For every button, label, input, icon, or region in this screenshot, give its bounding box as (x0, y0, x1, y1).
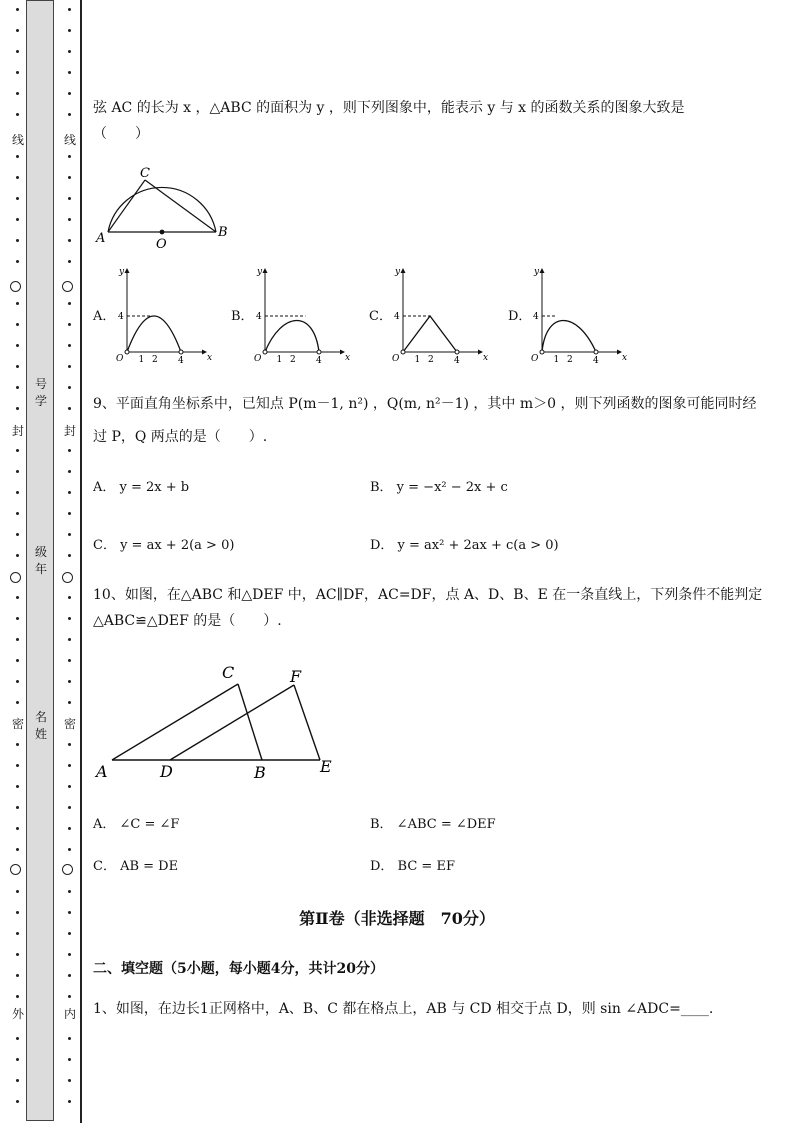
margin-dot (16, 92, 19, 95)
margin-dot (16, 386, 19, 389)
svg-text:2: 2 (567, 355, 573, 365)
student-info-band (26, 0, 54, 1121)
margin-dot (68, 92, 71, 95)
q8-option-c: C． (369, 309, 392, 324)
margin-dot (16, 155, 19, 158)
margin-dot (16, 848, 19, 851)
svg-text:4: 4 (316, 356, 322, 366)
margin-dot (16, 806, 19, 809)
margin-dot (16, 302, 19, 305)
svg-text:y: y (534, 267, 540, 277)
svg-text:4: 4 (178, 356, 184, 366)
margin-dot (16, 344, 19, 347)
svg-text:1: 1 (553, 355, 560, 365)
field-char: 姓 (34, 727, 47, 741)
margin-mark: 外 (11, 1007, 24, 1021)
margin-dot (68, 449, 71, 452)
q10-text-line2: △ABC≌△DEF 的是（ ）. (93, 613, 282, 629)
margin-dot (68, 764, 71, 767)
q8-option-b: B． (231, 309, 254, 324)
q9-option-d: D． y = ax² + 2ax + c(a > 0) (370, 538, 559, 553)
margin-dot (68, 29, 71, 32)
q8-text-line1: 弦 AC 的长为 x ，△ABC 的面积为 y ，则下列图象中，能表示 y 与 x 的函数关系的图象大致是 (93, 100, 685, 116)
section-2-title: 第Ⅱ卷（非选择题 70分） (299, 909, 495, 928)
margin-circle (62, 864, 73, 875)
margin-border-line (80, 0, 82, 1123)
q9-text-line2: 过 P，Q 两点的是（ ）. (93, 429, 268, 445)
margin-dot (68, 596, 71, 599)
svg-text:y: y (119, 267, 125, 277)
margin-mark: 密 (63, 717, 76, 731)
margin-dot (68, 848, 71, 851)
field-class (27, 544, 55, 578)
margin-dot (16, 827, 19, 830)
margin-mark: 线 (63, 133, 76, 147)
margin-dot (68, 407, 71, 410)
margin-dot (68, 974, 71, 977)
margin-mark: 封 (63, 424, 76, 438)
q10-label-A: A (96, 762, 108, 781)
svg-text:4: 4 (256, 312, 262, 322)
svg-text:O: O (392, 354, 400, 364)
margin-dot (16, 71, 19, 74)
margin-dot (16, 890, 19, 893)
margin-dot (68, 806, 71, 809)
q10-option-c: C． AB = DE (93, 859, 179, 874)
margin-dot (68, 533, 71, 536)
margin-dot (68, 470, 71, 473)
svg-text:4: 4 (533, 312, 539, 322)
margin-dot (16, 8, 19, 11)
margin-dot (16, 449, 19, 452)
svg-text:2: 2 (290, 355, 296, 365)
q8-text-line2: （ ） (93, 126, 149, 142)
q9-option-c: C． y = ax + 2(a > 0) (93, 538, 235, 553)
margin-dot (16, 50, 19, 53)
margin-dot (68, 1079, 71, 1082)
margin-dot (16, 407, 19, 410)
margin-dot (16, 29, 19, 32)
svg-text:1: 1 (414, 355, 421, 365)
q10-label-E: E (320, 757, 332, 776)
margin-mark: 内 (63, 1007, 76, 1021)
margin-dot (68, 71, 71, 74)
margin-dot (68, 365, 71, 368)
svg-text:2: 2 (152, 355, 158, 365)
q9-option-b: B． y = −x² − 2x + c (370, 480, 508, 495)
margin-dot (68, 1058, 71, 1061)
svg-text:4: 4 (593, 356, 599, 366)
margin-dot (68, 344, 71, 347)
margin-dot (16, 197, 19, 200)
margin-dot (68, 953, 71, 956)
margin-dot (68, 659, 71, 662)
svg-text:O: O (531, 354, 539, 364)
q10-label-C: C (222, 663, 235, 682)
margin-dot (16, 365, 19, 368)
margin-dot (16, 995, 19, 998)
q9-option-a: A． y = 2x + b (93, 480, 190, 495)
svg-text:y: y (395, 267, 401, 277)
margin-dot (16, 533, 19, 536)
margin-dot (68, 1100, 71, 1103)
svg-text:x: x (345, 353, 351, 363)
outer-dot-column (11, 0, 24, 1123)
margin-dot (16, 638, 19, 641)
svg-text:O: O (254, 354, 262, 364)
q10-triangles-figure (92, 658, 352, 788)
svg-text:4: 4 (118, 312, 124, 322)
svg-text:2: 2 (428, 355, 434, 365)
q8-label-A: A (96, 231, 106, 246)
svg-text:x: x (207, 353, 213, 363)
margin-dot (68, 386, 71, 389)
margin-dot (16, 1079, 19, 1082)
margin-circle (62, 572, 73, 583)
field-char: 级 (34, 545, 47, 559)
q8-graph-b (251, 262, 351, 372)
margin-dot (68, 785, 71, 788)
margin-dot (16, 1058, 19, 1061)
q8-option-d: D． (508, 309, 532, 324)
margin-dot (16, 113, 19, 116)
margin-dot (16, 239, 19, 242)
margin-dot (68, 8, 71, 11)
margin-dot (68, 701, 71, 704)
margin-dot (68, 890, 71, 893)
margin-dot (16, 743, 19, 746)
margin-dot (16, 785, 19, 788)
q8-graph-c (389, 262, 489, 372)
margin-dot (16, 554, 19, 557)
margin-dot (68, 197, 71, 200)
field-char: 学 (34, 394, 47, 408)
q8-option-a: A． (93, 309, 116, 324)
margin-dot (68, 512, 71, 515)
margin-dot (16, 974, 19, 977)
margin-dot (68, 680, 71, 683)
margin-dot (68, 323, 71, 326)
margin-dot (68, 827, 71, 830)
field-char: 年 (34, 562, 47, 576)
q8-label-O: O (156, 237, 167, 250)
margin-dot (16, 512, 19, 515)
q10-option-a: A． ∠C = ∠F (93, 817, 180, 832)
fill-q1-text: 1、如图，在边长1正网格中，A、B、C 都在格点上，AB 与 CD 相交于点 D，则 sin ∠ADC=____. (93, 1001, 714, 1017)
margin-dot (68, 50, 71, 53)
margin-dot (68, 617, 71, 620)
margin-dot (16, 1100, 19, 1103)
margin-dot (16, 323, 19, 326)
fill-in-heading: 二、填空题（5小题，每小题4分，共计20分） (93, 961, 384, 977)
margin-dot (16, 491, 19, 494)
margin-dot (68, 176, 71, 179)
margin-dot (16, 260, 19, 263)
svg-text:1: 1 (138, 355, 145, 365)
svg-text:4: 4 (394, 312, 400, 322)
margin-dot (68, 1037, 71, 1040)
margin-dot (16, 764, 19, 767)
margin-dot (68, 995, 71, 998)
margin-circle (10, 572, 21, 583)
field-name (27, 709, 55, 743)
svg-text:x: x (483, 353, 489, 363)
field-exam-number (27, 376, 55, 410)
q8-label-B: B (218, 225, 228, 240)
q10-label-F: F (290, 667, 302, 686)
svg-text:x: x (622, 353, 628, 363)
margin-circle (62, 281, 73, 292)
q9-text-line1: 9、平面直角坐标系中，已知点 P(m－1, n²) ，Q(m, n²－1) ，其中 m＞0 ，则下列函数的图象可能同时经 (93, 396, 757, 412)
q10-option-d: D． BC = EF (370, 859, 455, 874)
margin-dot (68, 638, 71, 641)
margin-dot (68, 260, 71, 263)
svg-text:1: 1 (276, 355, 283, 365)
q8-graph-a (113, 262, 213, 372)
margin-dot (68, 302, 71, 305)
margin-dot (16, 176, 19, 179)
margin-dot (68, 239, 71, 242)
q8-semicircle-figure (90, 160, 240, 250)
margin-dot (68, 155, 71, 158)
q8-label-C: C (140, 166, 150, 181)
margin-dot (68, 554, 71, 557)
svg-text:4: 4 (454, 356, 460, 366)
margin-dot (16, 617, 19, 620)
margin-dot (16, 218, 19, 221)
q8-graph-d (528, 262, 628, 372)
margin-dot (16, 701, 19, 704)
q10-label-D: D (160, 762, 173, 781)
margin-dot (16, 596, 19, 599)
margin-dot (68, 491, 71, 494)
field-char: 名 (34, 710, 47, 724)
margin-circle (10, 281, 21, 292)
margin-mark: 线 (11, 133, 24, 147)
margin-dot (68, 218, 71, 221)
margin-circle (10, 864, 21, 875)
margin-dot (16, 659, 19, 662)
svg-text:y: y (257, 267, 263, 277)
margin-dot (16, 953, 19, 956)
margin-mark: 密 (11, 717, 24, 731)
inner-dot-column (63, 0, 76, 1123)
margin-dot (16, 932, 19, 935)
field-char: 号 (34, 377, 47, 391)
q10-label-B: B (254, 763, 266, 782)
margin-dot (68, 743, 71, 746)
margin-dot (16, 470, 19, 473)
margin-dot (68, 113, 71, 116)
margin-dot (16, 1037, 19, 1040)
margin-dot (68, 932, 71, 935)
margin-mark: 封 (11, 424, 24, 438)
q10-text-line1: 10、如图，在△ABC 和△DEF 中，AC∥DF，AC=DF，点 A、D、B、E 在一条直线上，下列条件不能判定 (93, 587, 763, 603)
q10-option-b: B． ∠ABC = ∠DEF (370, 817, 496, 832)
svg-text:O: O (116, 354, 124, 364)
margin-dot (16, 680, 19, 683)
